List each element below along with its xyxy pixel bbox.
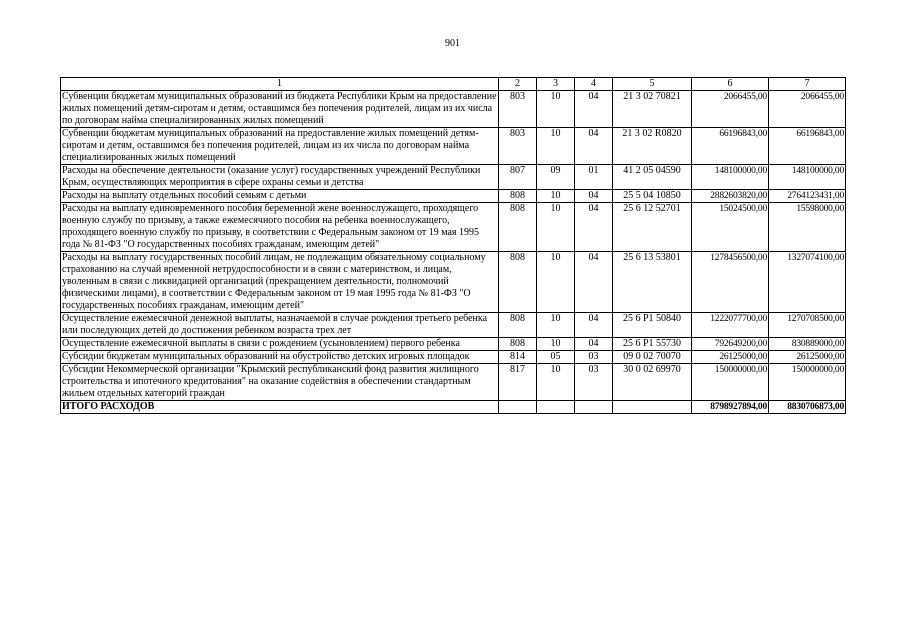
amount-col6: 2882603820,00 xyxy=(692,190,769,203)
table-body xyxy=(61,78,846,414)
amount-col6: 15024500,00 xyxy=(692,203,769,252)
amount-col7: 2066455,00 xyxy=(769,91,846,128)
total-row xyxy=(61,401,846,414)
empty-cell xyxy=(613,401,692,414)
amount-col7: 2764123431,00 xyxy=(769,190,846,203)
expense-name: Осуществление ежемесячной выплаты в связи с рождением (усыновлением) первого ребенка xyxy=(61,338,499,351)
subsection-code: 03 xyxy=(575,351,613,364)
table-row xyxy=(61,165,846,190)
ministry-code: 808 xyxy=(499,203,537,252)
amount-col6: 1278456500,00 xyxy=(692,252,769,313)
section-code: 09 xyxy=(537,165,575,190)
ministry-code: 808 xyxy=(499,190,537,203)
table-row xyxy=(61,351,846,364)
subsection-code: 04 xyxy=(575,128,613,165)
amount-col7: 150000000,00 xyxy=(769,364,846,401)
expense-name: Субсидии бюджетам муниципальных образований на обустройство детских игровых площадок xyxy=(61,351,499,364)
amount-col7: 15598000,00 xyxy=(769,203,846,252)
ministry-code: 803 xyxy=(499,128,537,165)
amount-col6: 2066455,00 xyxy=(692,91,769,128)
expense-name: Расходы на обеспечение деятельности (оказание услуг) государственных учреждений Республики Крым, осуществляющих мероприятия в сфере охраны семьи и детства xyxy=(61,165,499,190)
section-code: 10 xyxy=(537,203,575,252)
expense-name: Субвенции бюджетам муниципальных образований из бюджета Республики Крым на предоставление жилых помещений детям-сиротам и детям, оставшимся без попечения родителей, лицам из их числа по договорам найма специализированных жилых помещений xyxy=(62,91,497,126)
subsection-code: 04 xyxy=(575,252,613,313)
table-row xyxy=(61,364,846,401)
header-cell: 1 xyxy=(61,78,499,91)
table-row xyxy=(61,91,846,128)
section-code: 10 xyxy=(537,313,575,338)
table-row xyxy=(61,128,846,165)
table-row xyxy=(61,252,846,313)
subsection-code: 01 xyxy=(575,165,613,190)
expense-name: Субвенции бюджетам муниципальных образований на предоставление жилых помещений детям-сиротам и детям, оставшимся без попечения родителей, лицам из их числа по договорам найма специализированных жилых помещений xyxy=(61,128,499,165)
target-article-code: 25 6 13 53801 xyxy=(613,252,692,313)
page-number: 901 xyxy=(445,38,460,49)
empty-cell xyxy=(499,401,537,414)
amount-col7: 26125000,00 xyxy=(769,351,846,364)
header-cell: 3 xyxy=(537,78,575,91)
expense-name: Осуществление ежемесячной денежной выплаты, назначаемой в случае рождения третьего ребенка или последующих детей до достижения ребенком возраста трех лет xyxy=(61,313,499,338)
expenditure-table xyxy=(60,77,846,414)
ministry-code: 808 xyxy=(499,313,537,338)
subsection-code: 04 xyxy=(575,190,613,203)
header-cell: 4 xyxy=(575,78,613,91)
amount-col6: 792649200,00 xyxy=(692,338,769,351)
section-code: 10 xyxy=(537,252,575,313)
subsection-code: 03 xyxy=(575,364,613,401)
target-article-code: 30 0 02 69970 xyxy=(613,364,692,401)
amount-col7: 1327074100,00 xyxy=(769,252,846,313)
ministry-code: 808 xyxy=(499,338,537,351)
subsection-code: 04 xyxy=(575,313,613,338)
amount-col6: 150000000,00 xyxy=(692,364,769,401)
table-row xyxy=(61,313,846,338)
amount-col7: 66196843,00 xyxy=(769,128,846,165)
header-row xyxy=(61,78,846,91)
section-code: 10 xyxy=(537,338,575,351)
target-article-code: 25 6 P1 55730 xyxy=(613,338,692,351)
section-code: 05 xyxy=(537,351,575,364)
expense-name: Субсидии Некоммерческой организации "Крымский республиканский фонд развития жилищного строительства и ипотечного кредитования" на оказание содействия в обеспечении стандартным жильем отдельных категорий граждан xyxy=(61,364,499,401)
section-code: 10 xyxy=(537,91,575,128)
target-article-code: 09 0 02 70070 xyxy=(613,351,692,364)
header-cell: 2 xyxy=(499,78,537,91)
ministry-code: 807 xyxy=(499,165,537,190)
header-cell: 7 xyxy=(769,78,846,91)
section-code: 10 xyxy=(537,128,575,165)
amount-col7: 830889000,00 xyxy=(769,338,846,351)
total-col6: 8798927894,00 xyxy=(692,401,769,414)
ministry-code: 814 xyxy=(499,351,537,364)
target-article-code: 25 6 P1 50840 xyxy=(613,313,692,338)
amount-col6: 26125000,00 xyxy=(692,351,769,364)
subsection-code: 04 xyxy=(575,203,613,252)
target-article-code: 21 3 02 70821 xyxy=(613,91,692,128)
subsection-code: 04 xyxy=(575,91,613,128)
header-cell: 5 xyxy=(613,78,692,91)
section-code: 10 xyxy=(537,190,575,203)
amount-col6: 148100000,00 xyxy=(692,165,769,190)
total-label: ИТОГО РАСХОДОВ xyxy=(61,401,499,414)
empty-cell xyxy=(575,401,613,414)
table-row xyxy=(61,338,846,351)
empty-cell xyxy=(537,401,575,414)
ministry-code: 803 xyxy=(499,91,537,128)
subsection-code: 04 xyxy=(575,338,613,351)
target-article-code: 41 2 05 04590 xyxy=(613,165,692,190)
ministry-code: 817 xyxy=(499,364,537,401)
table-row xyxy=(61,203,846,252)
target-article-code: 25 5 04 10850 xyxy=(613,190,692,203)
expense-name: Расходы на выплату государственных пособий лицам, не подлежащим обязательному социальному страхованию на случай временной нетрудоспособности и в связи с материнством, и лицам, уволенным в связи с ликвидацией организаций (прекращением деятельности, полномочий физическими лицами), в соответствии с Федеральным законом от 19 мая 1995 года № 81-ФЗ "О государственных пособиях гражданам, имеющим детей" xyxy=(61,252,499,313)
target-article-code: 21 3 02 R0820 xyxy=(613,128,692,165)
amount-col6: 1222077700,00 xyxy=(692,313,769,338)
amount-col6: 66196843,00 xyxy=(692,128,769,165)
expense-name: Расходы на выплату отдельных пособий семьям с детьми xyxy=(61,190,499,203)
expense-name: Расходы на выплату единовременного пособия беременной жене военнослужащего, проходящего военную службу по призыву, а также ежемесячного пособия на ребенка военнослужащего, проходящего военную службу по призыву, в соответствии с Федеральным законом от 19 мая 1995 года № 81-ФЗ "О государственных пособиях гражданам, имеющим детей" xyxy=(61,203,499,252)
target-article-code: 25 6 12 52701 xyxy=(613,203,692,252)
header-cell: 6 xyxy=(692,78,769,91)
table-row xyxy=(61,190,846,203)
amount-col7: 148100000,00 xyxy=(769,165,846,190)
section-code: 10 xyxy=(537,364,575,401)
total-col7: 8830706873,00 xyxy=(769,401,846,414)
ministry-code: 808 xyxy=(499,252,537,313)
amount-col7: 1270708500,00 xyxy=(769,313,846,338)
